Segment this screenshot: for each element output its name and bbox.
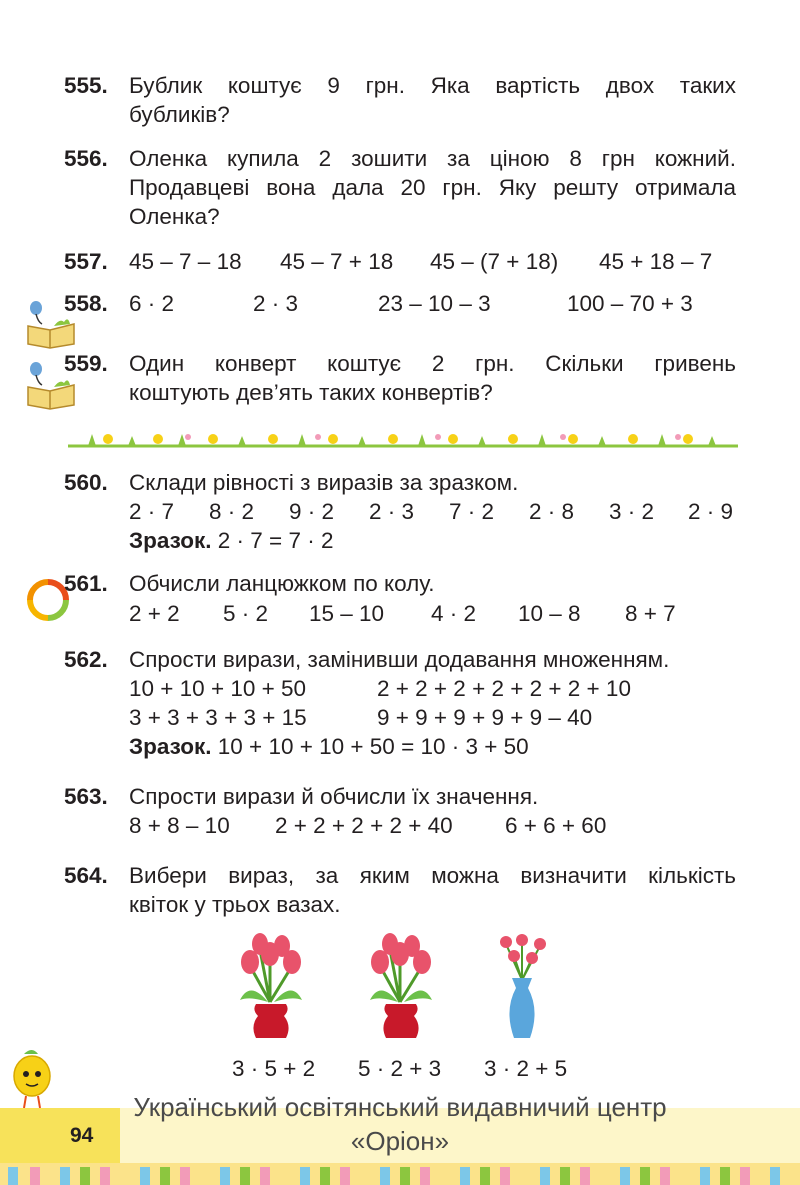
expression: 2 · 9	[688, 499, 734, 524]
expression: 9 + 9 + 9 + 9 + 9 – 40	[377, 705, 593, 730]
sample-expression: 2 · 7 = 7 · 2	[217, 528, 334, 553]
task-text	[129, 645, 736, 674]
expression: 6 + 6 + 60	[505, 813, 607, 838]
text-line: Спрости вирази, замінивши додавання множенням.	[129, 647, 670, 672]
flower-border-decoration	[68, 428, 738, 450]
sample-line	[129, 526, 333, 555]
text-line: коштують дев’ять таких конвертів?	[129, 380, 493, 405]
text-line: Бублик коштує 9 грн. Яка вартість двох таких	[129, 73, 736, 98]
task-text	[129, 349, 736, 407]
task-number: 561.	[64, 571, 108, 596]
text-line: Оленка купила 2 зошити за ціною 8 грн кожний.	[129, 146, 736, 171]
publisher-name-line2: «Оріон»	[350, 1126, 450, 1156]
expression: 2 + 2 + 2 + 2 + 40	[275, 813, 453, 838]
text-line: Обчисли ланцюжком по колу.	[129, 571, 435, 596]
text-line: квіток у трьох вазах.	[129, 892, 341, 917]
expression: 15 – 10	[309, 601, 385, 626]
task-number: 555.	[64, 73, 108, 98]
task-563	[64, 782, 736, 840]
task-number: 564.	[64, 863, 108, 888]
expression-option: 3 · 5 + 2	[232, 1056, 316, 1081]
expression: 2 · 3	[253, 291, 299, 316]
carnations-in-blue-vase	[492, 930, 554, 1042]
task-number: 562.	[64, 647, 108, 672]
footer-stripe-decoration	[0, 1163, 800, 1185]
expression: 3 + 3 + 3 + 3 + 15	[129, 705, 307, 730]
expression: 2 + 2	[129, 601, 180, 626]
task-557	[64, 247, 736, 276]
sample-line	[129, 732, 529, 761]
task-text	[129, 569, 736, 598]
task-text	[129, 782, 736, 811]
task-number: 563.	[64, 784, 108, 809]
task-text	[129, 468, 736, 497]
expression: 23 – 10 – 3	[378, 291, 491, 316]
task-564	[64, 861, 736, 919]
expression: 8 + 8 – 10	[129, 813, 230, 838]
text-line: Спрости вирази й обчисли їх значення.	[129, 784, 539, 809]
expression: 45 – 7 + 18	[280, 249, 394, 274]
expression: 45 – 7 – 18	[129, 249, 242, 274]
expression: 2 · 7	[129, 499, 175, 524]
sample-label: Зразок.	[129, 734, 212, 759]
expression-option: 5 · 2 + 3	[358, 1056, 442, 1081]
page-number: 94	[70, 1124, 94, 1147]
task-559	[64, 349, 736, 407]
book-icon	[24, 296, 78, 350]
expression: 8 + 7	[625, 601, 676, 626]
text-line: бубликів?	[129, 102, 230, 127]
task-number: 557.	[64, 249, 108, 274]
expression-option: 3 · 2 + 5	[484, 1056, 568, 1081]
task-562	[64, 645, 736, 761]
publisher-name: Український освітянський видавничий центр	[133, 1092, 667, 1122]
expression: 10 – 8	[518, 601, 581, 626]
expression: 45 – (7 + 18)	[430, 249, 559, 274]
text-line: Вибери вираз, за яким можна визначити кількість	[129, 863, 736, 888]
expression: 10 + 10 + 10 + 50	[129, 676, 307, 701]
expression: 8 · 2	[209, 499, 255, 524]
expression: 45 + 18 – 7	[599, 249, 713, 274]
task-560	[64, 468, 736, 555]
text-line: Склади рівності з виразів за зразком.	[129, 470, 519, 495]
expression: 9 · 2	[289, 499, 335, 524]
task-text	[129, 861, 736, 919]
expression: 2 · 8	[529, 499, 575, 524]
task-555	[64, 71, 736, 129]
expression: 5 · 2	[223, 601, 269, 626]
task-text	[129, 144, 736, 231]
task-number: 559.	[64, 351, 108, 376]
text-line: Оленка?	[129, 204, 220, 229]
sample-label: Зразок.	[129, 528, 212, 553]
expression: 3 · 2	[609, 499, 655, 524]
task-number: 560.	[64, 470, 108, 495]
task-number: 558.	[64, 291, 108, 316]
task-556	[64, 144, 736, 231]
expression: 100 – 70 + 3	[567, 291, 693, 316]
task-558	[64, 289, 736, 318]
tulips-in-red-vase	[360, 930, 442, 1042]
sample-expression: 10 + 10 + 10 + 50 = 10 · 3 + 50	[217, 734, 529, 759]
expression: 6 · 2	[129, 291, 175, 316]
expression: 7 · 2	[449, 499, 495, 524]
text-line: Один конверт коштує 2 грн. Скільки гривень	[129, 351, 736, 376]
tulips-in-red-vase	[230, 930, 312, 1042]
text-line: Продавцеві вона дала 20 грн. Яку решту отримала	[129, 175, 736, 200]
task-561	[64, 569, 736, 627]
expression: 4 · 2	[431, 601, 477, 626]
task-number: 556.	[64, 146, 108, 171]
expression: 2 · 3	[369, 499, 415, 524]
expression: 2 + 2 + 2 + 2 + 2 + 2 + 10	[377, 676, 631, 701]
task-text	[129, 71, 736, 129]
